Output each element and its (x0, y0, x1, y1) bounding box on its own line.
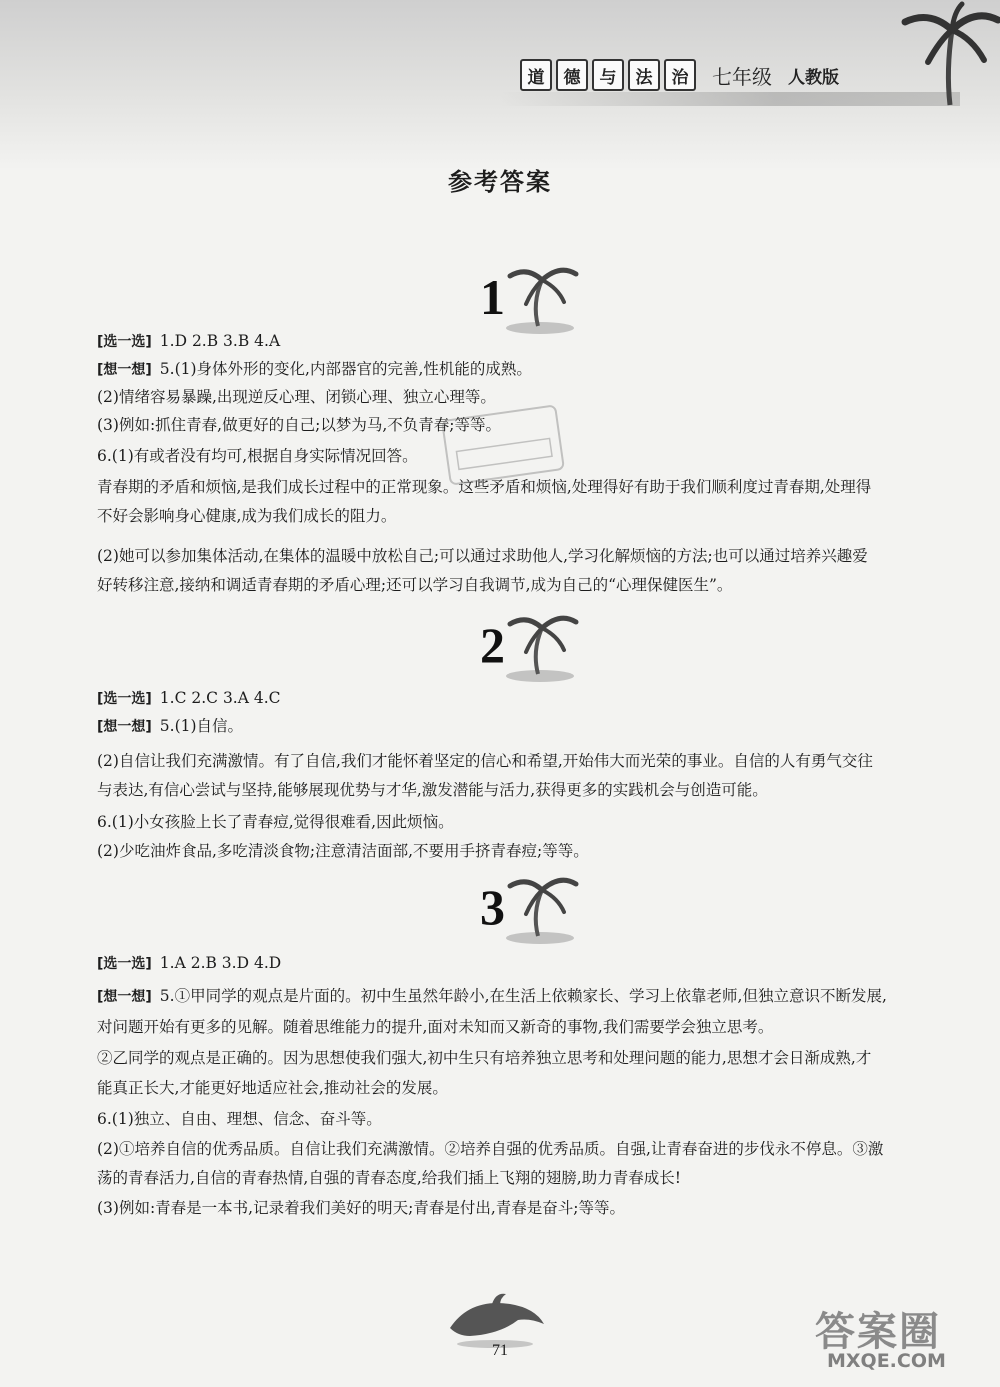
answer-line (97, 779, 897, 801)
answer-line (97, 840, 897, 862)
answer-text: (2)情绪容易暴躁,出现逆反心理、闭锁心理、独立心理等。 (97, 388, 496, 406)
answer-line (97, 811, 897, 833)
watermark-url: MXQE.COM (827, 1350, 946, 1372)
answer-line (97, 1167, 897, 1189)
question-type-tag: [选一选] (97, 956, 152, 972)
answer-text: 5.(1)自信。 (159, 717, 244, 735)
grade-label: 七年级 (712, 64, 772, 89)
answer-text: 不好会影响身心健康,成为我们成长的阻力。 (97, 507, 397, 525)
answer-line (97, 1138, 897, 1160)
subject-char: 与 (592, 59, 624, 91)
question-type-tag: [想一想] (97, 719, 152, 735)
question-type-tag: [想一想] (97, 362, 152, 378)
answer-line (97, 358, 897, 381)
answer-text: 5.①甲同学的观点是片面的。初中生虽然年龄小,在生活上依赖家长、学习上依靠老师,但独立意识不断发展, (159, 987, 887, 1005)
section-heading (440, 868, 600, 958)
answer-text: 6.(1)小女孩脸上长了青春痘,觉得很难看,因此烦恼。 (97, 813, 454, 831)
dolphin-icon (440, 1290, 550, 1350)
answer-text: (2)①培养自信的优秀品质。自信让我们充满激情。②培养自强的优秀品质。自强,让青春奋进的步伐永不停息。③激 (97, 1140, 884, 1158)
section-number: 1 (480, 269, 505, 325)
palm-island-icon (502, 606, 582, 686)
answer-line (97, 574, 897, 596)
watermark-logo-text: 答案圈 (815, 1309, 941, 1355)
answer-text: (2)自信让我们充满激情。有了自信,我们才能怀着坚定的信心和希望,开始伟大而光荣的事业。自信的人有勇气交往 (97, 752, 873, 770)
answer-text: 6.(1)独立、自由、理想、信念、奋斗等。 (97, 1110, 382, 1128)
answer-text: (3)例如:抓住青春,做更好的自己;以梦为马,不负青春;等等。 (97, 416, 501, 434)
answer-text: ②乙同学的观点是正确的。因为思想使我们强大,初中生只有培养独立思考和处理问题的能力,思想才会日渐成熟,才 (97, 1049, 872, 1067)
subject-char: 德 (556, 59, 588, 91)
answer-line (97, 687, 897, 710)
answer-line (97, 952, 897, 975)
question-type-tag: [想一想] (97, 989, 152, 1005)
subject-char: 道 (520, 59, 552, 91)
answer-text: 1.A 2.B 3.D 4.D (159, 954, 282, 972)
answer-text: 青春期的矛盾和烦恼,是我们成长过程中的正常现象。这些矛盾和烦恼,处理得好有助于我们顺利度过青春期,处理得 (97, 478, 872, 496)
book-header (520, 58, 839, 92)
answer-line (97, 750, 897, 772)
answer-text: (2)少吃油炸食品,多吃清淡食物;注意清洁面部,不要用手挤青春痘;等等。 (97, 842, 589, 860)
answer-line (97, 330, 897, 353)
answer-text: 能真正长大,才能更好地适应社会,推动社会的发展。 (97, 1079, 448, 1097)
answer-line (97, 545, 897, 567)
answer-text: 5.(1)身体外形的变化,内部器官的完善,性机能的成熟。 (159, 360, 532, 378)
edition-label: 人教版 (788, 67, 839, 88)
subject-char: 治 (664, 59, 696, 91)
header-background (0, 0, 1000, 170)
question-type-tag: [选一选] (97, 334, 152, 350)
answer-line (97, 1108, 897, 1130)
answer-text: 对问题开始有更多的见解。随着思维能力的提升,面对未知而又新奇的事物,我们需要学会独立思考。 (97, 1018, 774, 1036)
palm-island-icon (502, 868, 582, 948)
page-title: 参考答案 (448, 168, 552, 196)
subject-title (520, 59, 696, 91)
answer-text: (3)例如:青春是一本书,记录着我们美好的明天;青春是付出,青春是奋斗;等等。 (97, 1199, 625, 1217)
answer-text: 与表达,有信心尝试与坚持,能够展现优势与才华,激发潜能与活力,获得更多的实践机会与创造可能。 (97, 781, 768, 799)
answer-line (97, 1077, 897, 1099)
palm-island-icon (502, 258, 582, 338)
answer-text: 荡的青春活力,自信的青春热情,自强的青春态度,给我们插上飞翔的翅膀,助力青春成长! (97, 1169, 681, 1187)
answer-line (97, 1197, 897, 1219)
answer-line (97, 505, 897, 527)
palm-tree-icon (880, 0, 1000, 110)
section-number: 3 (480, 879, 505, 935)
answer-text: 1.D 2.B 3.B 4.A (159, 332, 281, 350)
answer-line (97, 1016, 897, 1038)
section-number: 2 (480, 617, 505, 673)
answer-line (97, 1047, 897, 1069)
answer-line (97, 985, 897, 1008)
answer-line (97, 715, 897, 738)
subject-char: 法 (628, 59, 660, 91)
answer-text: 1.C 2.C 3.A 4.C (159, 689, 281, 707)
site-watermark (815, 1300, 985, 1380)
question-type-tag: [选一选] (97, 691, 152, 707)
answer-text: (2)她可以参加集体活动,在集体的温暖中放松自己;可以通过求助他人,学习化解烦恼的方法;也可以通过培养兴趣爱 (97, 547, 868, 565)
stamp-mark (438, 405, 568, 485)
answer-text: 6.(1)有或者没有均可,根据自身实际情况回答。 (97, 447, 418, 465)
page-number: 71 (492, 1342, 508, 1359)
section-heading (440, 606, 600, 696)
answer-text: 好转移注意,接纳和调适青春期的矛盾心理;还可以学习自我调节,成为自己的“心理保健医生”。 (97, 576, 733, 594)
